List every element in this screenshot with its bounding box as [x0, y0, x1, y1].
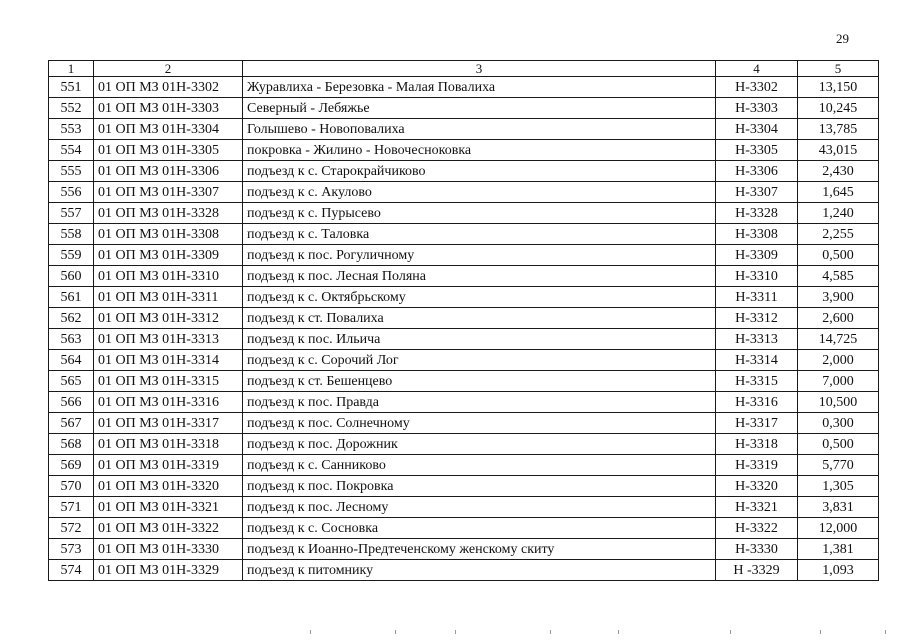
- cell-number: 569: [49, 455, 94, 476]
- table-row: [49, 224, 879, 245]
- column-header-5: 5: [798, 61, 879, 77]
- cell-road-name: подъезд к с. Акулово: [243, 182, 716, 203]
- column-header-2: 2: [94, 61, 243, 77]
- table-row: [49, 287, 879, 308]
- cell-road-index: Н-3304: [716, 119, 798, 140]
- cell-length-km: 43,015: [798, 140, 879, 161]
- table-row: [49, 308, 879, 329]
- cell-road-index: Н-3302: [716, 77, 798, 98]
- cell-road-index: Н-3310: [716, 266, 798, 287]
- cell-road-name: подъезд к пос. Рогуличному: [243, 245, 716, 266]
- cell-length-km: 1,381: [798, 539, 879, 560]
- cell-length-km: 1,645: [798, 182, 879, 203]
- table-row: [49, 371, 879, 392]
- cell-road-code: 01 ОП МЗ 01Н-3312: [94, 308, 243, 329]
- cell-number: 555: [49, 161, 94, 182]
- cell-road-name: покровка - Жилино - Новочесноковка: [243, 140, 716, 161]
- cell-number: 554: [49, 140, 94, 161]
- table-row: [49, 119, 879, 140]
- cell-road-name: Журавлиха - Березовка - Малая Повалиха: [243, 77, 716, 98]
- cell-road-name: подъезд к ст. Бешенцево: [243, 371, 716, 392]
- table-row: [49, 203, 879, 224]
- cell-road-code: 01 ОП МЗ 01Н-3320: [94, 476, 243, 497]
- cell-road-name: подъезд к с. Пурысево: [243, 203, 716, 224]
- table-row: [49, 392, 879, 413]
- cell-length-km: 13,785: [798, 119, 879, 140]
- cell-road-code: 01 ОП МЗ 01Н-3310: [94, 266, 243, 287]
- cell-length-km: 10,245: [798, 98, 879, 119]
- cell-road-index: Н-3312: [716, 308, 798, 329]
- cell-number: 571: [49, 497, 94, 518]
- table-row: [49, 329, 879, 350]
- cell-road-code: 01 ОП МЗ 01Н-3302: [94, 77, 243, 98]
- cell-road-code: 01 ОП МЗ 01Н-3307: [94, 182, 243, 203]
- cell-road-code: 01 ОП МЗ 01Н-3315: [94, 371, 243, 392]
- cell-road-index: Н-3309: [716, 245, 798, 266]
- column-header-4: 4: [716, 61, 798, 77]
- cell-road-code: 01 ОП МЗ 01Н-3304: [94, 119, 243, 140]
- cell-road-name: Голышево - Новоповалиха: [243, 119, 716, 140]
- cell-road-name: подъезд к Иоанно-Предтеченскому женскому скиту: [243, 539, 716, 560]
- cell-road-name: Северный - Лебяжье: [243, 98, 716, 119]
- cell-length-km: 2,600: [798, 308, 879, 329]
- cell-road-code: 01 ОП МЗ 01Н-3321: [94, 497, 243, 518]
- cell-road-code: 01 ОП МЗ 01Н-3330: [94, 539, 243, 560]
- cell-road-index: Н-3306: [716, 161, 798, 182]
- cell-road-code: 01 ОП МЗ 01Н-3306: [94, 161, 243, 182]
- cell-length-km: 0,300: [798, 413, 879, 434]
- cell-road-code: 01 ОП МЗ 01Н-3303: [94, 98, 243, 119]
- cell-road-code: 01 ОП МЗ 01Н-3311: [94, 287, 243, 308]
- cell-number: 574: [49, 560, 94, 581]
- table-row: [49, 497, 879, 518]
- table-header: [49, 61, 879, 77]
- table-row: [49, 98, 879, 119]
- cell-road-name: подъезд к пос. Лесному: [243, 497, 716, 518]
- column-header-1: 1: [49, 61, 94, 77]
- cell-road-index: Н -3329: [716, 560, 798, 581]
- cell-number: 552: [49, 98, 94, 119]
- cell-length-km: 14,725: [798, 329, 879, 350]
- table-row: [49, 539, 879, 560]
- cell-length-km: 7,000: [798, 371, 879, 392]
- cell-road-code: 01 ОП МЗ 01Н-3329: [94, 560, 243, 581]
- cell-road-code: 01 ОП МЗ 01Н-3305: [94, 140, 243, 161]
- table-body: [49, 77, 879, 581]
- cell-length-km: 3,831: [798, 497, 879, 518]
- cell-length-km: 13,150: [798, 77, 879, 98]
- cell-road-name: подъезд к с. Санниково: [243, 455, 716, 476]
- cell-road-code: 01 ОП МЗ 01Н-3318: [94, 434, 243, 455]
- column-header-3: 3: [243, 61, 716, 77]
- cell-road-code: 01 ОП МЗ 01Н-3308: [94, 224, 243, 245]
- cell-length-km: 3,900: [798, 287, 879, 308]
- cell-number: 562: [49, 308, 94, 329]
- header-row: [49, 61, 879, 77]
- cell-length-km: 2,255: [798, 224, 879, 245]
- table-row: [49, 350, 879, 371]
- cell-road-index: Н-3305: [716, 140, 798, 161]
- cell-length-km: 2,430: [798, 161, 879, 182]
- cell-road-name: подъезд к с. Старокрайчиково: [243, 161, 716, 182]
- cell-road-index: Н-3316: [716, 392, 798, 413]
- cell-road-name: подъезд к пос. Солнечному: [243, 413, 716, 434]
- cell-number: 556: [49, 182, 94, 203]
- cell-road-index: Н-3320: [716, 476, 798, 497]
- cell-number: 553: [49, 119, 94, 140]
- cell-number: 560: [49, 266, 94, 287]
- cell-road-name: подъезд к с. Октябрьскому: [243, 287, 716, 308]
- table-row: [49, 476, 879, 497]
- cell-road-index: Н-3315: [716, 371, 798, 392]
- cell-length-km: 1,240: [798, 203, 879, 224]
- scan-artifacts: [300, 630, 900, 634]
- roads-registry-table: [48, 60, 879, 581]
- cell-road-code: 01 ОП МЗ 01Н-3317: [94, 413, 243, 434]
- table-row: [49, 413, 879, 434]
- table-row: [49, 182, 879, 203]
- table-row: [49, 245, 879, 266]
- cell-road-name: подъезд к ст. Повалиха: [243, 308, 716, 329]
- cell-length-km: 0,500: [798, 434, 879, 455]
- table-row: [49, 161, 879, 182]
- cell-number: 557: [49, 203, 94, 224]
- cell-length-km: 0,500: [798, 245, 879, 266]
- cell-number: 564: [49, 350, 94, 371]
- table-row: [49, 434, 879, 455]
- cell-road-index: Н-3314: [716, 350, 798, 371]
- cell-road-index: Н-3322: [716, 518, 798, 539]
- cell-number: 573: [49, 539, 94, 560]
- cell-road-index: Н-3321: [716, 497, 798, 518]
- cell-road-name: подъезд к с. Таловка: [243, 224, 716, 245]
- cell-road-index: Н-3308: [716, 224, 798, 245]
- cell-road-name: подъезд к пос. Правда: [243, 392, 716, 413]
- cell-number: 572: [49, 518, 94, 539]
- cell-number: 559: [49, 245, 94, 266]
- cell-number: 563: [49, 329, 94, 350]
- table-row: [49, 266, 879, 287]
- table-row: [49, 140, 879, 161]
- cell-length-km: 12,000: [798, 518, 879, 539]
- cell-road-index: Н-3318: [716, 434, 798, 455]
- cell-number: 551: [49, 77, 94, 98]
- cell-number: 566: [49, 392, 94, 413]
- cell-length-km: 2,000: [798, 350, 879, 371]
- cell-length-km: 10,500: [798, 392, 879, 413]
- cell-road-code: 01 ОП МЗ 01Н-3316: [94, 392, 243, 413]
- cell-length-km: 1,305: [798, 476, 879, 497]
- cell-road-index: Н-3317: [716, 413, 798, 434]
- cell-road-index: Н-3303: [716, 98, 798, 119]
- cell-road-index: Н-3307: [716, 182, 798, 203]
- cell-road-name: подъезд к с. Сосновка: [243, 518, 716, 539]
- cell-road-code: 01 ОП МЗ 01Н-3322: [94, 518, 243, 539]
- cell-road-name: подъезд к питомнику: [243, 560, 716, 581]
- cell-number: 568: [49, 434, 94, 455]
- cell-number: 567: [49, 413, 94, 434]
- cell-road-code: 01 ОП МЗ 01Н-3314: [94, 350, 243, 371]
- cell-road-index: Н-3330: [716, 539, 798, 560]
- table-row: [49, 455, 879, 476]
- cell-road-code: 01 ОП МЗ 01Н-3319: [94, 455, 243, 476]
- cell-road-index: Н-3313: [716, 329, 798, 350]
- cell-road-name: подъезд к пос. Покровка: [243, 476, 716, 497]
- cell-road-code: 01 ОП МЗ 01Н-3313: [94, 329, 243, 350]
- cell-number: 565: [49, 371, 94, 392]
- cell-road-index: Н-3328: [716, 203, 798, 224]
- cell-road-name: подъезд к пос. Дорожник: [243, 434, 716, 455]
- cell-number: 570: [49, 476, 94, 497]
- cell-road-index: Н-3311: [716, 287, 798, 308]
- cell-number: 558: [49, 224, 94, 245]
- table-row: [49, 560, 879, 581]
- cell-length-km: 5,770: [798, 455, 879, 476]
- cell-length-km: 4,585: [798, 266, 879, 287]
- cell-road-name: подъезд к пос. Ильича: [243, 329, 716, 350]
- page-number: 29: [836, 31, 849, 46]
- table-row: [49, 518, 879, 539]
- cell-road-code: 01 ОП МЗ 01Н-3309: [94, 245, 243, 266]
- cell-length-km: 1,093: [798, 560, 879, 581]
- table-row: [49, 77, 879, 98]
- cell-number: 561: [49, 287, 94, 308]
- cell-road-code: 01 ОП МЗ 01Н-3328: [94, 203, 243, 224]
- cell-road-name: подъезд к пос. Лесная Поляна: [243, 266, 716, 287]
- cell-road-name: подъезд к с. Сорочий Лог: [243, 350, 716, 371]
- cell-road-index: Н-3319: [716, 455, 798, 476]
